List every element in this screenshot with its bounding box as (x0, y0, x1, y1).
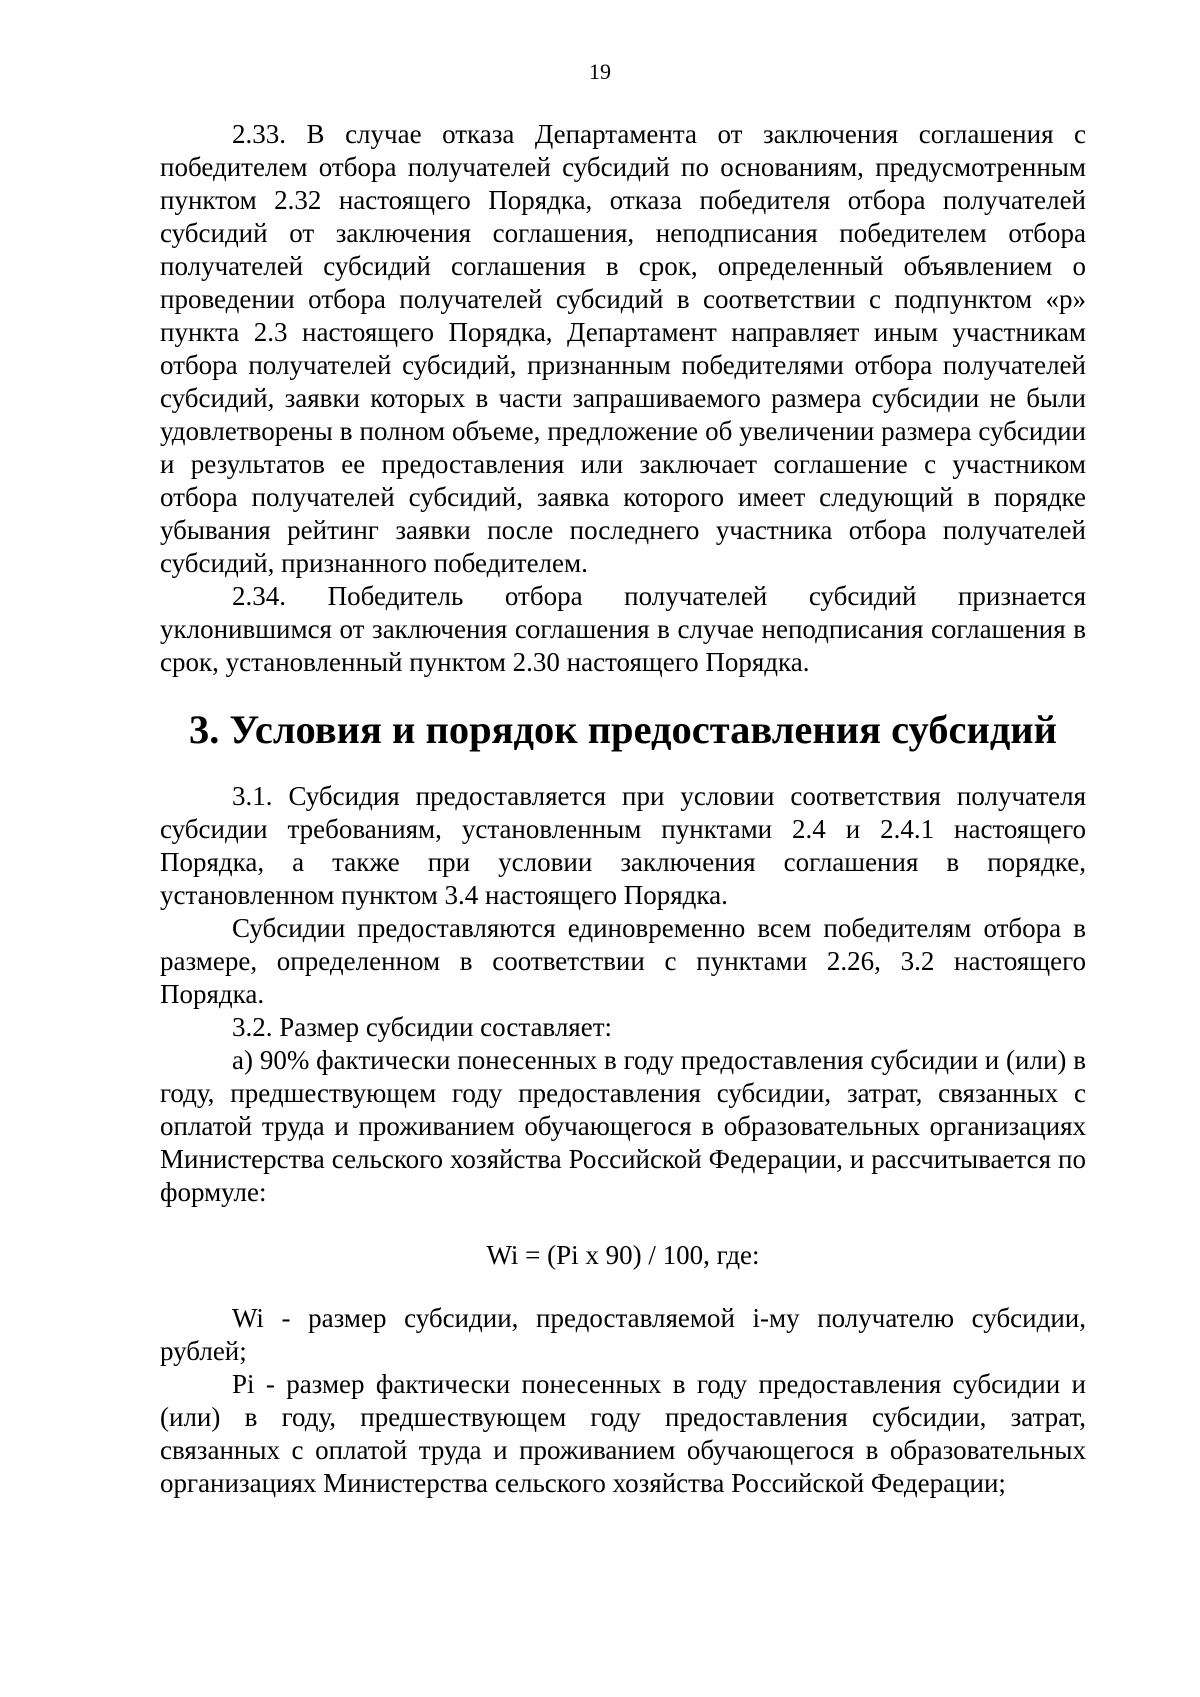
paragraph-2-33: 2.33. В случае отказа Департамента от заключения соглашения с победителем отбора получателей субсидий по основаниям, предусмотренным пунктом 2.32 настоящего Порядка, отказа победителя отбора получателей субсидий от заключения соглашения, неподписания победителем отбора получателей субсидий соглашения в срок, определенный объявлением о проведении отбора получателей субсидий в соответствии с подпунктом «р» пункта 2.3 настоящего Порядка, Департамент направляет иным участникам отбора получателей субсидий, признанным победителями отбора получателей субсидий, заявки которых в части запрашиваемого размера субсидии не были удовлетворены в полном объеме, предложение об увеличении размера субсидии и результатов ее предоставления или заключает соглашение с участником отбора получателей субсидий, заявка которого имеет следующий в порядке убывания рейтинг заявки после последнего участника отбора получателей субсидий, признанного победителем. (160, 119, 1086, 578)
definition-pi: Pi - размер фактически понесенных в году предоставления субсидии и (или) в году, предшествующем году предоставления субсидии, затрат, связанных с оплатой труда и проживанием обучающегося в образовательных организациях Министерства сельского хозяйства Российской Федерации; (160, 1369, 1086, 1498)
formula: Wi = (Pi x 90) / 100, где: (486, 1240, 760, 1270)
paragraph-3-2: 3.2. Размер субсидии составляет: (232, 1012, 613, 1042)
paragraph-3-1: 3.1. Субсидия предоставляется при условии соответствия получателя субсидии требованиям, установленным пунктами 2.4 и 2.4.1 настоящего Порядка, а также при условии заключения соглашения в порядке, установленном пунктом 3.4 настоящего Порядка. (160, 781, 1086, 910)
paragraph-3-2-a: а) 90% фактически понесенных в году предоставления субсидии и (или) в году, предшествующем году предоставления субсидии, затрат, связанных с оплатой труда и проживанием обучающегося в образовательных организациях Министерства сельского хозяйства Российской Федерации, и рассчитывается по формуле: (160, 1045, 1086, 1207)
page-number: 19 (589, 59, 611, 84)
definition-wi: Wi - размер субсидии, предоставляемой i-му получателю субсидии, рублей; (160, 1303, 1086, 1366)
section-title: 3. Условия и порядок предоставления субсидий (189, 707, 1057, 752)
paragraph-2-34: 2.34. Победитель отбора получателей субсидий признается уклонившимся от заключения соглашения в случае неподписания соглашения в срок, установленный пунктом 2.30 настоящего Порядка. (160, 581, 1086, 677)
document-body (160, 118, 1086, 1500)
paragraph-subsidies-onetime: Субсидии предоставляются единовременно всем победителям отбора в размере, определенном в соответствии с пунктами 2.26, 3.2 настоящего Порядка. (160, 913, 1086, 1009)
